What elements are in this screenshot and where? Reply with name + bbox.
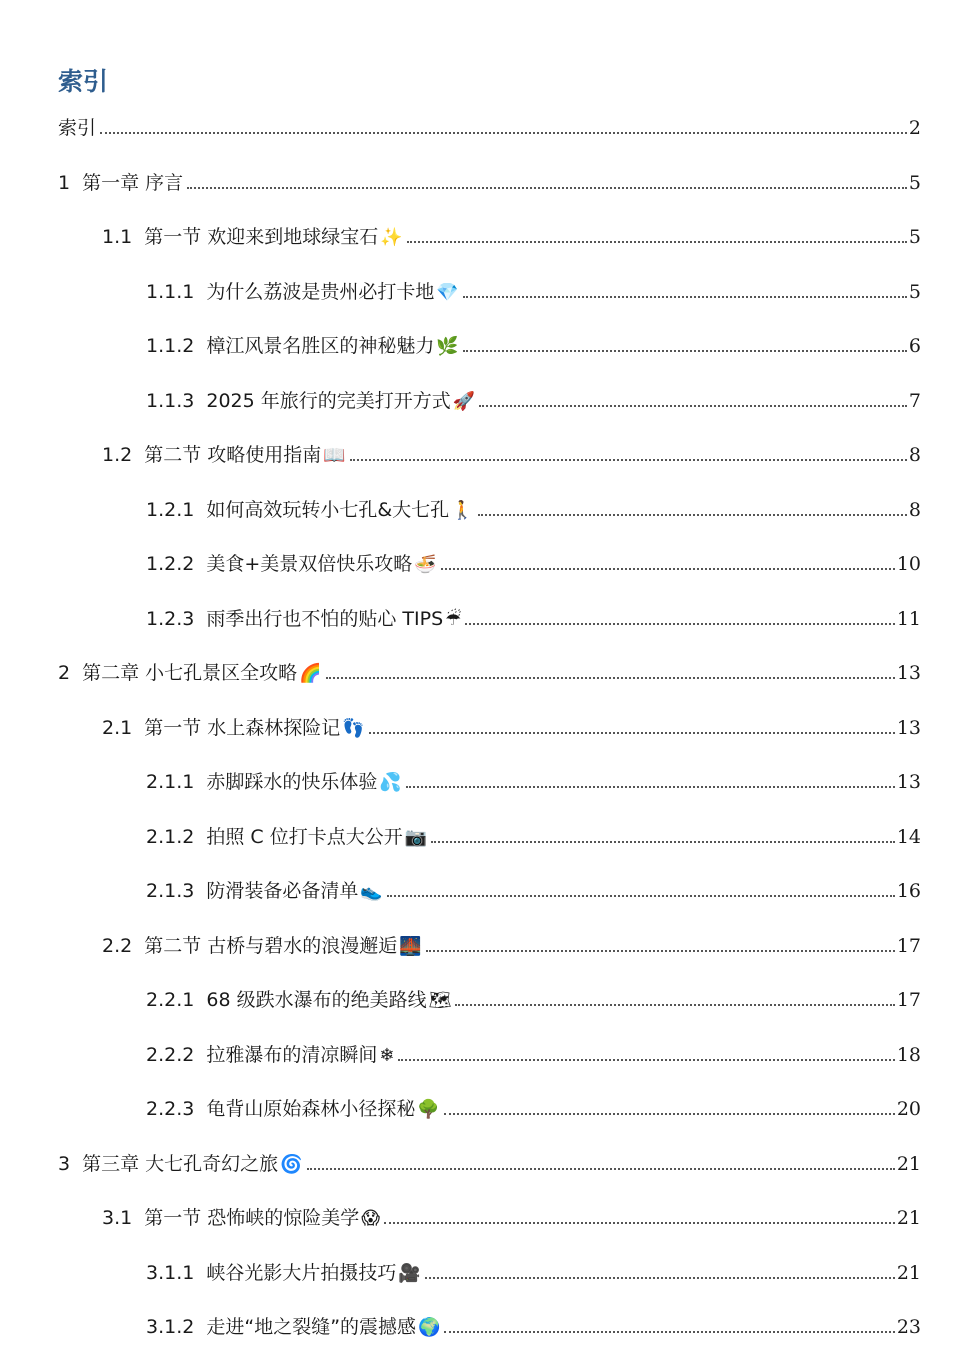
toc-entry-number: 1.2 (102, 444, 133, 466)
toc-leader-dots (431, 841, 895, 843)
toc-page-number: 16 (896, 880, 921, 902)
toc-entry[interactable] (146, 1093, 921, 1121)
toc-entry-title: 索引 (58, 117, 97, 139)
toc-entry-title: 美食+美景双倍快乐攻略 (206, 553, 413, 575)
toc-entry-number: 2 (58, 662, 71, 684)
camera-icon: 📷 (404, 826, 428, 848)
walking-person-icon: 🚶 (451, 499, 474, 521)
toc-entry-number: 3.1.1 (146, 1261, 195, 1284)
toc-entry-title: 雨季出行也不怕的贴心 TIPS (206, 607, 444, 630)
toc-entry-number: 3.1 (102, 1207, 133, 1229)
tree-icon: 🌳 (417, 1099, 440, 1120)
toc-page-number: 21 (896, 1152, 921, 1175)
toc-entry-title: 第二节 古桥与碧水的浪漫邂逅 (144, 934, 398, 957)
herb-icon: 🌿 (436, 336, 459, 357)
toc-page-number: 5 (908, 226, 921, 248)
toc-entry-number: 3 (58, 1152, 71, 1175)
toc-entry-number: 1.2.1 (146, 498, 195, 521)
toc-entry-number: 2.1.1 (146, 771, 195, 793)
toc-entry-number: 2.1.3 (146, 880, 195, 902)
toc-entry-number: 1.1.2 (146, 335, 195, 357)
footprints-icon: 👣 (342, 717, 365, 739)
toc-entry[interactable] (146, 821, 921, 849)
toc-entry[interactable] (58, 1148, 921, 1176)
water-drops-icon: 💦 (379, 772, 402, 793)
toc-page-number: 11 (896, 607, 921, 630)
toc-entry[interactable] (102, 1202, 921, 1230)
toc-entry-title: 龟背山原始森林小径探秘 (206, 1098, 416, 1120)
toc-entry-title: 如何高效玩转小七孔&大七孔 (206, 498, 450, 521)
toc-page-number: 2 (908, 117, 921, 139)
toc-page-number: 8 (908, 444, 921, 466)
toc-leader-dots (398, 1059, 894, 1061)
toc-entry-number: 1 (58, 171, 71, 194)
toc-page-number: 10 (896, 553, 921, 575)
toc-leader-dots (441, 568, 895, 570)
toc-entry[interactable] (58, 112, 921, 140)
toc-leader-dots (444, 1113, 895, 1115)
toc-entry[interactable] (102, 439, 921, 467)
toc-entry-number: 1.1.1 (146, 280, 195, 303)
toc-entry[interactable] (146, 548, 921, 576)
toc-leader-dots (387, 895, 895, 897)
toc-entry-title: 拍照 C 位打卡点大公开 (206, 825, 403, 848)
toc-entry-number: 1.1.3 (146, 389, 195, 412)
toc-leader-dots (406, 786, 895, 788)
toc-page-number: 17 (896, 934, 921, 957)
toc-leader-dots (326, 677, 895, 679)
toc-page-number: 13 (896, 771, 921, 793)
toc-entry-title: 峡谷光影大片拍摄技巧 (206, 1261, 397, 1284)
umbrella-rain-icon: ☔ (445, 608, 462, 630)
toc-entry[interactable] (146, 1039, 921, 1067)
toc-entry[interactable] (146, 766, 921, 794)
globe-icon: 🌍 (418, 1317, 441, 1338)
toc-entry-title: 2025 年旅行的完美打开方式 (206, 389, 451, 412)
gem-icon: 💎 (436, 281, 459, 303)
toc-entry-title: 第二节 攻略使用指南 (144, 444, 322, 466)
toc-page-number: 18 (896, 1043, 921, 1066)
toc-entry-number: 2.1 (102, 716, 133, 739)
toc-entry-number: 3.1.2 (146, 1316, 195, 1338)
toc-entry-number: 1.1 (102, 226, 133, 248)
toc-page-number: 6 (908, 335, 921, 357)
map-icon: 🗺 (428, 990, 452, 1011)
toc-page-number: 14 (896, 825, 921, 848)
toc-leader-dots (455, 1004, 894, 1006)
toc-leader-dots (307, 1168, 895, 1170)
toc-page-number: 17 (896, 989, 921, 1011)
toc-entry-number: 2.2.3 (146, 1098, 195, 1120)
toc-entry-title: 第一节 水上森林探险记 (144, 716, 341, 739)
toc-page-number: 5 (908, 171, 921, 194)
toc-entry[interactable] (58, 167, 921, 195)
toc-entry[interactable] (146, 385, 921, 413)
toc-entry-title: 防滑装备必备清单 (206, 880, 359, 902)
toc-entry-number: 2.1.2 (146, 825, 195, 848)
toc-leader-dots (463, 296, 907, 298)
toc-entry[interactable] (146, 1311, 921, 1339)
rocket-icon: 🚀 (452, 390, 476, 412)
toc-entry-title: 赤脚踩水的快乐体验 (206, 771, 378, 793)
toc-entry-number: 1.2.3 (146, 607, 195, 630)
toc-leader-dots (426, 950, 895, 952)
toc-leader-dots (478, 514, 907, 516)
toc-page-number: 7 (908, 389, 921, 412)
toc-entry-title: 第一节 恐怖峡的惊险美学 (144, 1207, 360, 1229)
sparkles-icon: ✨ (380, 227, 403, 248)
toc-entry-title: 拉雅瀑布的清凉瞬间 (206, 1043, 378, 1066)
snowflake-icon: ❄ (379, 1044, 395, 1066)
toc-entry-title: 为什么荔波是贵州必打卡地 (206, 280, 435, 303)
toc-page-number: 21 (896, 1261, 921, 1284)
toc-leader-dots (425, 1277, 895, 1279)
toc-entry[interactable] (102, 712, 921, 740)
toc-page-number: 20 (896, 1098, 921, 1120)
toc-leader-dots (100, 132, 907, 134)
toc-entry-title: 68 级跌水瀑布的绝美路线 (206, 989, 427, 1011)
shoe-icon: 👟 (360, 881, 383, 902)
toc-leader-dots (465, 623, 895, 625)
open-book-icon: 📖 (323, 445, 346, 466)
toc-entry[interactable] (146, 494, 921, 522)
toc-page-number: 13 (896, 662, 921, 684)
scream-face-icon: 😱 (361, 1208, 381, 1229)
toc-leader-dots (407, 241, 907, 243)
toc-entry-number: 1.2.2 (146, 553, 195, 575)
cyclone-icon: 🌀 (280, 1153, 303, 1175)
toc-leader-dots (350, 459, 907, 461)
toc-entry-title: 樟江风景名胜区的神秘魅力 (206, 335, 435, 357)
toc-entry-title: 第一章 序言 (82, 171, 184, 194)
toc-entry-number: 2.2.2 (146, 1043, 195, 1066)
toc-page-number: 13 (896, 716, 921, 739)
noodle-bowl-icon: 🍜 (414, 554, 437, 575)
toc-leader-dots (187, 187, 907, 189)
toc-entry-number: 2.2 (102, 934, 133, 957)
toc-page-number: 8 (908, 498, 921, 521)
toc-entry-title: 走进“地之裂缝”的震撼感 (206, 1316, 417, 1338)
toc-entry-title: 第三章 大七孔奇幻之旅 (82, 1152, 279, 1175)
toc-entry[interactable] (102, 221, 921, 249)
toc-page-number: 5 (908, 280, 921, 303)
toc-entry[interactable] (58, 657, 921, 685)
toc-entry[interactable] (102, 930, 921, 958)
toc-entry[interactable] (146, 875, 921, 903)
toc-heading: 索引 (58, 67, 109, 96)
toc-entry[interactable] (146, 984, 921, 1012)
toc-leader-dots (369, 732, 895, 734)
toc-page-number: 23 (896, 1316, 921, 1338)
toc-leader-dots (444, 1331, 894, 1333)
toc-page-number: 21 (896, 1207, 921, 1229)
rainbow-icon: 🌈 (299, 663, 322, 684)
toc-entry[interactable] (146, 1257, 921, 1285)
toc-leader-dots (479, 405, 907, 407)
toc-entry[interactable] (146, 330, 921, 358)
toc-entry-title: 第二章 小七孔景区全攻略 (82, 662, 298, 684)
bridge-icon: 🌉 (399, 935, 422, 957)
toc-leader-dots (384, 1222, 895, 1224)
toc-entry-title: 第一节 欢迎来到地球绿宝石 (144, 226, 379, 248)
movie-camera-icon: 🎥 (398, 1262, 421, 1284)
toc-entry[interactable] (146, 603, 921, 631)
toc-entry[interactable] (146, 276, 921, 304)
toc-leader-dots (463, 350, 907, 352)
toc-entry-number: 2.2.1 (146, 989, 195, 1011)
